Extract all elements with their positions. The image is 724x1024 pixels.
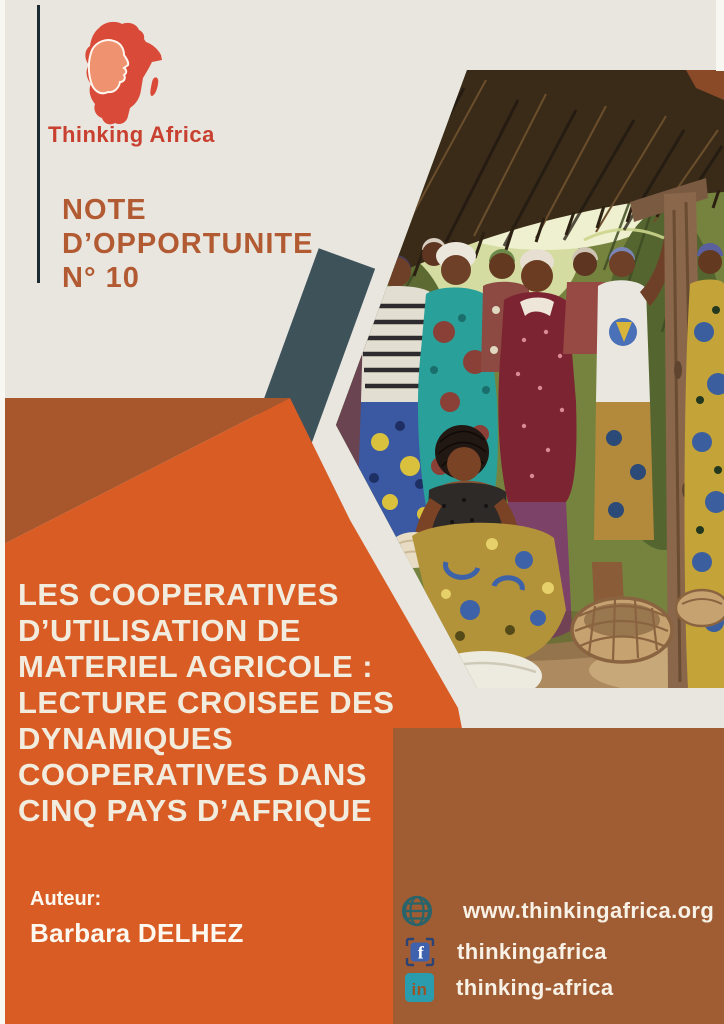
title-line: MATERIEL AGRICOLE :	[18, 649, 374, 684]
left-rule-line	[37, 5, 40, 283]
svg-text:f: f	[417, 942, 425, 963]
linkedin-handle: thinking-africa	[456, 974, 614, 1000]
website-link[interactable]	[400, 894, 714, 928]
africa-woman-logo-icon	[66, 16, 166, 128]
svg-text:in: in	[411, 980, 428, 999]
left-page-edge	[0, 0, 5, 1024]
title-line: DYNAMIQUES	[18, 721, 234, 756]
kicker-line: D’OPPORTUNITE	[62, 228, 314, 260]
title-line: COOPERATIVES DANS	[18, 757, 367, 792]
author-label: Auteur:	[30, 888, 102, 910]
linkedin-link[interactable]	[404, 972, 614, 1003]
title-line: LES COOPERATIVES	[18, 577, 339, 612]
brand-name: Thinking Africa	[48, 122, 215, 147]
thinking-africa-logo	[66, 16, 166, 128]
title-line: CINQ PAYS D’AFRIQUE	[18, 793, 372, 828]
facebook-link[interactable]	[405, 937, 607, 967]
author-name: Barbara DELHEZ	[30, 918, 244, 948]
kicker-line: NOTE	[62, 194, 147, 226]
note-kicker	[62, 193, 313, 295]
kicker-line: N° 10	[62, 262, 140, 294]
right-page-edge	[716, 0, 724, 71]
author-block	[30, 888, 244, 949]
page-title	[18, 577, 438, 829]
title-line: D’UTILISATION DE	[18, 613, 301, 648]
linkedin-icon	[404, 972, 435, 1003]
facebook-icon	[405, 937, 435, 967]
website-url: www.thinkingafrica.org	[463, 898, 715, 923]
facebook-handle: thinkingafrica	[457, 939, 607, 964]
title-line: LECTURE CROISEE DES	[18, 685, 395, 720]
globe-icon	[400, 894, 434, 928]
